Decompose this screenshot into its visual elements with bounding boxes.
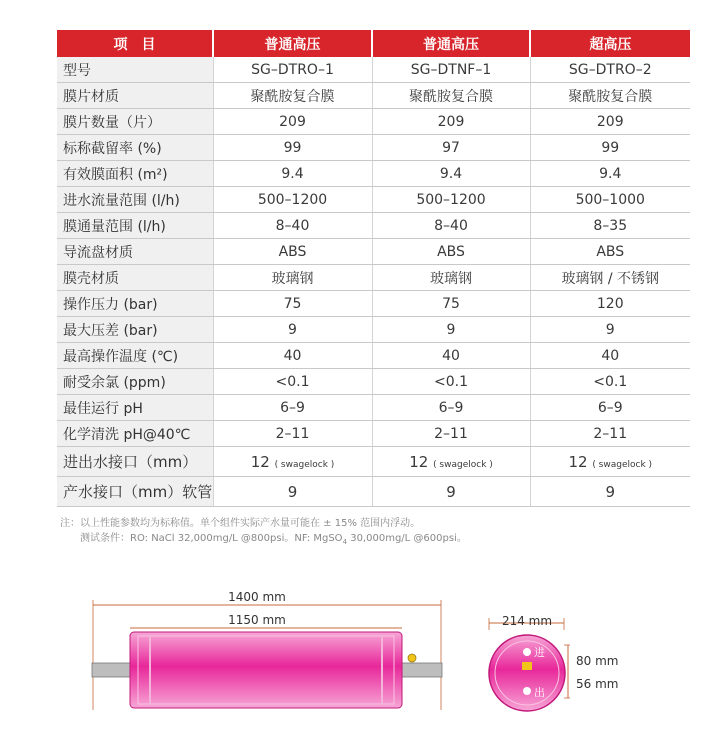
row-value: 聚酰胺复合膜 (213, 83, 372, 109)
row-value: 9 (372, 477, 530, 507)
table-row (57, 395, 690, 421)
table-row (57, 317, 690, 343)
table-row (57, 135, 690, 161)
table-row (57, 421, 690, 447)
table-row (57, 291, 690, 317)
row-value: ABS (530, 239, 690, 265)
row-value: 8–40 (372, 213, 530, 239)
row-value: 500–1200 (372, 187, 530, 213)
row-value: <0.1 (213, 369, 372, 395)
inlet-size: 12 (409, 452, 429, 471)
inlet-note: ( swagelock ) (433, 459, 493, 470)
row-label: 膜片材质 (57, 83, 213, 109)
row-value: 玻璃钢 (372, 265, 530, 291)
dim-lower-label: 56 mm (576, 677, 619, 691)
row-label: 最佳运行 pH (57, 395, 213, 421)
table-row-inlet (57, 447, 690, 477)
module-diagram (0, 560, 709, 729)
row-value: <0.1 (372, 369, 530, 395)
row-value: 75 (213, 291, 372, 317)
row-value: 500–1000 (530, 187, 690, 213)
header-col-2: 普通高压 (372, 30, 530, 57)
note-line-1: 注：以上性能参数均为标称值。单个组件实际产水量可能在 ± 15% 范围内浮动。 (60, 518, 421, 529)
header-col-1: 普通高压 (213, 30, 372, 57)
row-value: ABS (372, 239, 530, 265)
row-value: 75 (372, 291, 530, 317)
inlet-note: ( swagelock ) (274, 459, 335, 470)
inlet-size: 12 (568, 452, 588, 471)
header-item: 项 目 (57, 30, 213, 57)
row-value: 9 (530, 317, 690, 343)
row-value: 9.4 (372, 161, 530, 187)
row-value: 209 (372, 109, 530, 135)
row-label: 导流盘材质 (57, 239, 213, 265)
row-value: 8–40 (213, 213, 372, 239)
row-value: 6–9 (372, 395, 530, 421)
note-line-2: 测试条件：RO: NaCl 32,000mg/L @800psi。NF: MgSO$_4$ 30,000mg/L @600psi。 (80, 533, 467, 546)
table-row-outlet (57, 477, 690, 507)
row-value: 8–35 (530, 213, 690, 239)
row-value: 9 (213, 477, 372, 507)
table-row (57, 109, 690, 135)
row-value: 97 (372, 135, 530, 161)
row-label: 产水接口（mm）软管 (57, 477, 213, 507)
table-row (57, 213, 690, 239)
row-label: 膜通量范围 (l/h) (57, 213, 213, 239)
inlet-size: 12 (250, 452, 270, 471)
diameter-label: 214 mm (501, 614, 553, 628)
header-col-3: 超高压 (530, 30, 690, 57)
row-value (372, 447, 530, 477)
row-value: 209 (530, 109, 690, 135)
row-value (213, 447, 372, 477)
row-value: 9 (213, 317, 372, 343)
length-body-label: 1150 mm (228, 613, 286, 627)
dim-upper-label: 80 mm (576, 654, 619, 668)
row-value: 2–11 (372, 421, 530, 447)
row-value: 6–9 (530, 395, 690, 421)
row-label: 有效膜面积 (m²) (57, 161, 213, 187)
row-value: ABS (213, 239, 372, 265)
row-label: 进水流量范围 (l/h) (57, 187, 213, 213)
row-value: SG–DTNF–1 (372, 57, 530, 83)
row-value: 6–9 (213, 395, 372, 421)
table-row (57, 83, 690, 109)
row-label: 最大压差 (bar) (57, 317, 213, 343)
row-value: 120 (530, 291, 690, 317)
row-value: 聚酰胺复合膜 (372, 83, 530, 109)
row-value: 9 (530, 477, 690, 507)
row-value: 40 (372, 343, 530, 369)
row-label: 型号 (57, 57, 213, 83)
module-end-view (489, 614, 618, 711)
membrane-module (92, 632, 442, 708)
table-row (57, 161, 690, 187)
row-value: 2–11 (530, 421, 690, 447)
row-value (530, 447, 690, 477)
dimension-body-length (130, 613, 402, 628)
row-value: 玻璃钢 / 不锈钢 (530, 265, 690, 291)
row-value: 2–11 (213, 421, 372, 447)
row-value: SG–DTRO–1 (213, 57, 372, 83)
row-label: 膜壳材质 (57, 265, 213, 291)
outlet-label: 出 (534, 686, 545, 699)
table-row (57, 239, 690, 265)
table-row (57, 369, 690, 395)
row-value: 99 (213, 135, 372, 161)
row-value: 聚酰胺复合膜 (530, 83, 690, 109)
spec-table (57, 30, 690, 507)
row-value: 玻璃钢 (213, 265, 372, 291)
row-value: 40 (530, 343, 690, 369)
length-total-label: 1400 mm (228, 590, 286, 604)
inlet-label: 进 (534, 646, 545, 659)
row-value: SG–DTRO–2 (530, 57, 690, 83)
row-value: 500–1200 (213, 187, 372, 213)
row-value: 209 (213, 109, 372, 135)
row-value: 40 (213, 343, 372, 369)
row-label: 标称截留率 (%) (57, 135, 213, 161)
table-row (57, 57, 690, 83)
table-header-row (57, 30, 690, 57)
row-value: <0.1 (530, 369, 690, 395)
row-value: 99 (530, 135, 690, 161)
row-value: 9 (372, 317, 530, 343)
table-row (57, 187, 690, 213)
row-value: 9.4 (530, 161, 690, 187)
row-label: 膜片数量（片） (57, 109, 213, 135)
table-row (57, 343, 690, 369)
row-label: 耐受余氯 (ppm) (57, 369, 213, 395)
table-row (57, 265, 690, 291)
row-label: 操作压力 (bar) (57, 291, 213, 317)
row-label: 化学清洗 pH@40℃ (57, 421, 213, 447)
row-value: 9.4 (213, 161, 372, 187)
row-label: 进出水接口（mm） (57, 447, 213, 477)
inlet-note: ( swagelock ) (592, 459, 653, 470)
row-label: 最高操作温度 (℃) (57, 343, 213, 369)
